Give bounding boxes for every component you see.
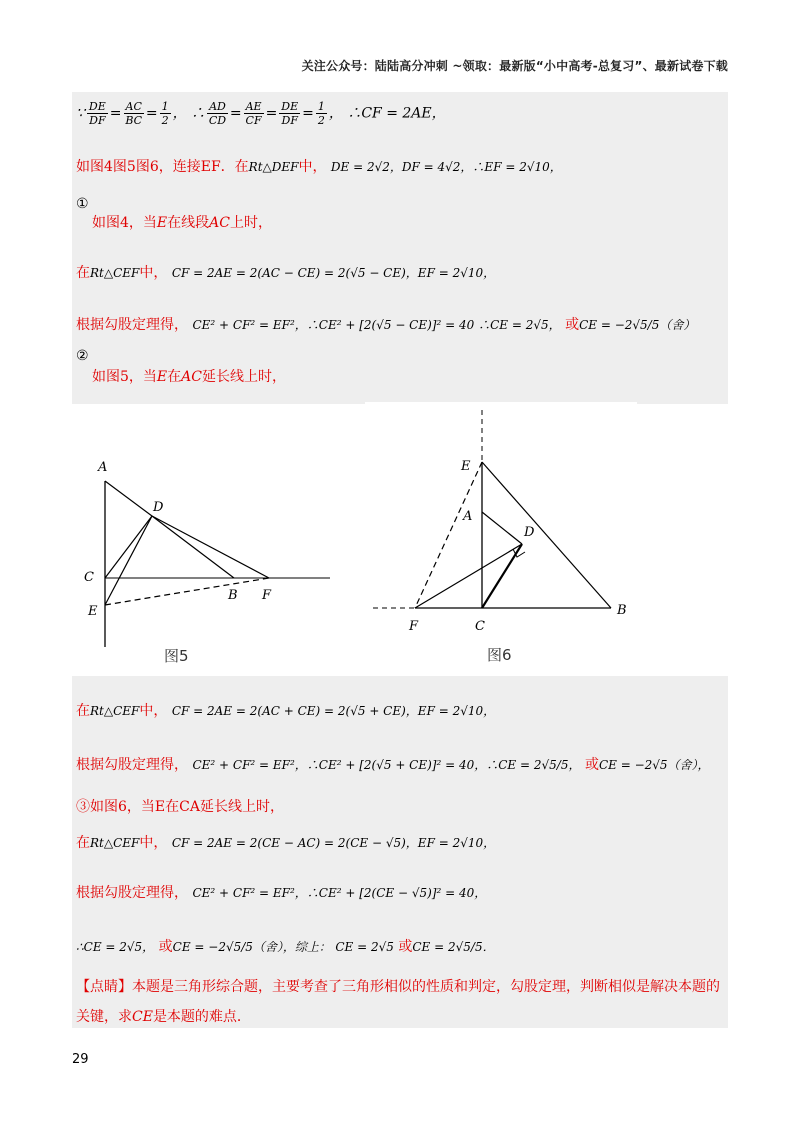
figure-6-diagram [365, 402, 637, 674]
fig5-label-f: F [262, 588, 272, 603]
solution-line-11: ③如图6，当E在CA延长线上时， [76, 799, 284, 815]
comment-line-1: 【点睛】本题是三角形综合题，主要考查了三角形相似的性质和判定，勾股定理，判断相似是解决本题的 [76, 979, 720, 995]
segment-ad [105, 481, 152, 516]
segment-de [105, 516, 152, 605]
segment-ef-dashed [105, 578, 269, 605]
fig6-label-a: A [463, 509, 473, 524]
figure-6 [365, 402, 637, 674]
solution-line-8: 如图5，当E在AC延长线上时， [92, 369, 286, 385]
solution-line-9: 在Rt△CEF中， CF = 2AE = 2(AC + CE) = 2(√5 + CE)，EF = 2√10， [76, 703, 496, 719]
solution-line-7: ② [76, 348, 89, 364]
page-header: 关注公众号：陆陆高分冲刺 ~领取：最新版“小中高考-总复习”、最新试卷下载 [301, 59, 728, 73]
segment-eb [482, 462, 611, 608]
solution-line-12: 在Rt△CEF中， CF = 2AE = 2(CE − AC) = 2(CE − √5)，EF = 2√10， [76, 835, 496, 851]
fig6-caption: 图6 [487, 646, 512, 664]
solution-line-4: 如图4，当E在线段AC上时， [92, 215, 272, 231]
solution-line-3: ① [76, 196, 89, 212]
solution-line-6: 根据勾股定理得， CE² + CF² = EF²，∴CE² + [2(√5 − CE)]² = 40 ∴CE = 2√5， 或CE = −2√5/5（舍） [76, 317, 696, 333]
fig5-label-e: E [88, 604, 98, 619]
solution-block-top [72, 92, 728, 404]
solution-line-13: 根据勾股定理得， CE² + CF² = EF²，∴CE² + [2(CE − √5)]² = 40， [76, 885, 487, 901]
figure-5 [72, 447, 340, 675]
fig6-label-c: C [475, 619, 485, 634]
segment-db [152, 516, 234, 578]
fig6-label-e: E [461, 459, 471, 474]
segment-df [415, 544, 522, 608]
fig5-label-d: D [153, 500, 164, 515]
comment-line-2: 关键，求CE是本题的难点． [76, 1009, 251, 1025]
solution-line-1: ∵ $\frac{DE}{DF}$ = $\frac{AC}{BC}$ = $\frac{1}{2}$ ， ∴ $\frac{AD}{CD}$ = $\frac{AE}{CF}$ = $\frac{DE}{DF}$ = $\frac{1}{2}$ ， ∴CF = 2AE， [76, 100, 446, 127]
fig6-label-b: B [617, 603, 627, 618]
fig5-caption: 图5 [164, 647, 189, 665]
fig5-label-c: C [84, 570, 94, 585]
fig5-label-b: B [228, 588, 238, 603]
segment-dc [482, 544, 522, 608]
fig6-label-d: D [524, 525, 535, 540]
segment-df [152, 516, 269, 578]
solution-line-10: 根据勾股定理得， CE² + CF² = EF²，∴CE² + [2(√5 + CE)]² = 40，∴CE = 2√5/5， 或CE = −2√5（舍）， [76, 757, 710, 773]
figure-5-diagram [72, 447, 340, 675]
solution-line-5: 在Rt△CEF中， CF = 2AE = 2(AC − CE) = 2(√5 − CE)，EF = 2√10， [76, 265, 496, 281]
solution-line-14: ∴CE = 2√5， 或CE = −2√5/5（舍），综上： CE = 2√5 或CE = 2√5/5． [76, 939, 495, 955]
segment-dc [105, 516, 152, 578]
segment-ad [482, 512, 522, 544]
segment-ef-dashed [415, 462, 482, 608]
page-number: 29 [72, 1052, 89, 1067]
solution-line-2: 如图4图5图6，连接EF．在Rt△DEF中， DE = 2√2，DF = 4√2，∴EF = 2√10， [76, 159, 562, 175]
fig5-label-a: A [98, 460, 108, 475]
fig6-label-f: F [409, 619, 419, 634]
